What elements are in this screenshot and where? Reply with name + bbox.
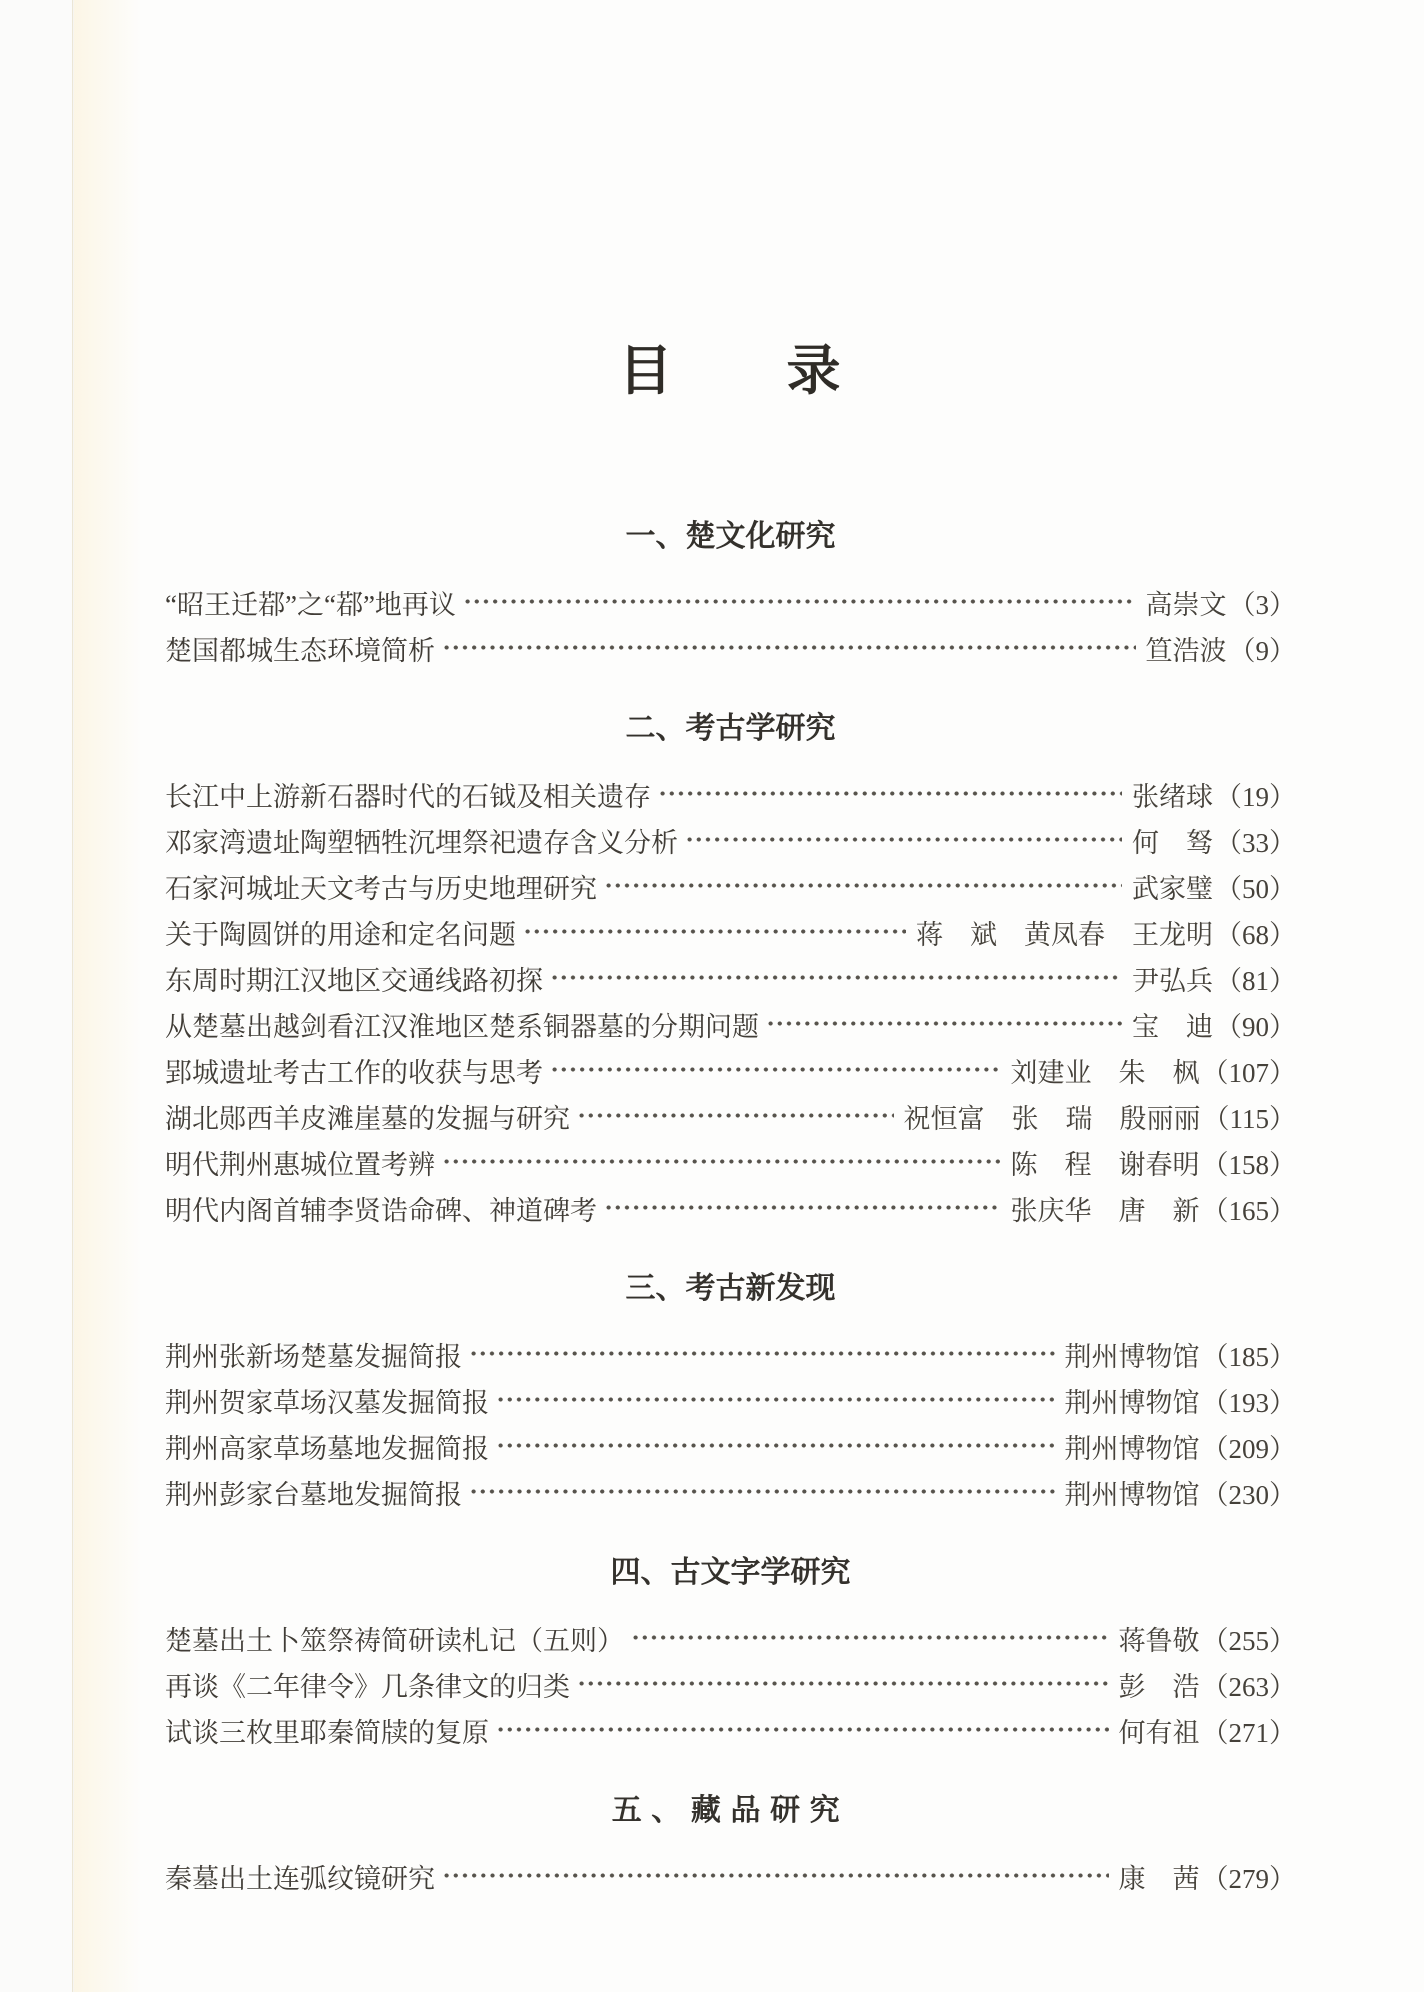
- toc-entry: [165, 1377, 1296, 1423]
- entry-title: 湖北郧西羊皮滩崖墓的发掘与研究: [165, 1103, 570, 1134]
- dot-leader: [766, 1001, 1122, 1047]
- toc-entry: [165, 863, 1296, 909]
- section-4-entries: [165, 1615, 1296, 1753]
- entry-page-number: （271）: [1201, 1717, 1296, 1748]
- toc-entry: [165, 1423, 1296, 1469]
- entry-authors: 荆州博物馆: [1064, 1387, 1200, 1418]
- entry-authors: 尹弘兵: [1132, 965, 1213, 996]
- toc-entry: [165, 1853, 1296, 1899]
- entry-title: 石家河城址天文考古与历史地理研究: [165, 873, 597, 904]
- entry-page-number: （9）: [1228, 635, 1296, 666]
- entry-authors: 彭 浩: [1118, 1671, 1200, 1702]
- dot-leader: [442, 625, 1136, 671]
- entry-authors: 蒋鲁敬: [1118, 1625, 1200, 1656]
- entry-page-number: （209）: [1201, 1433, 1296, 1464]
- entry-authors: 张绪球: [1132, 781, 1213, 812]
- entry-title: 荆州贺家草场汉墓发掘简报: [165, 1387, 489, 1418]
- toc-entry: [165, 1331, 1296, 1377]
- dot-leader: [658, 771, 1122, 817]
- dot-leader: [550, 955, 1122, 1001]
- entry-title: 秦墓出土连弧纹镜研究: [165, 1863, 435, 1894]
- entry-title: 邓家湾遗址陶塑牺牲沉埋祭祀遗存含义分析: [165, 827, 678, 858]
- section-2-entries: [165, 771, 1296, 1231]
- scanner-margin: [0, 0, 72, 1992]
- entry-page-number: （90）: [1215, 1011, 1296, 1042]
- entry-page-number: （33）: [1215, 827, 1296, 858]
- entry-page-number: （81）: [1215, 965, 1296, 996]
- entry-page-number: （68）: [1215, 919, 1296, 950]
- entry-page-number: （263）: [1201, 1671, 1296, 1702]
- entry-authors: 荆州博物馆: [1064, 1433, 1200, 1464]
- entry-authors: 蒋 斌 黄凤春 王龙明: [916, 919, 1213, 950]
- toc-entry: [165, 1047, 1296, 1093]
- dot-leader: [523, 909, 906, 955]
- dot-leader: [550, 1047, 1001, 1093]
- entry-title: 东周时期江汉地区交通线路初探: [165, 965, 543, 996]
- entry-authors: 武家璧: [1132, 873, 1213, 904]
- entry-page-number: （185）: [1201, 1341, 1296, 1372]
- toc-entry: [165, 1469, 1296, 1515]
- toc-entry: [165, 771, 1296, 817]
- section-3-heading: 三、考古新发现: [625, 1272, 836, 1305]
- toc-entry: [165, 817, 1296, 863]
- toc-entry: [165, 1001, 1296, 1047]
- dot-leader: [577, 1093, 894, 1139]
- dot-leader: [685, 817, 1122, 863]
- dot-leader: [496, 1707, 1109, 1753]
- entry-authors: 祝恒富 张 瑞 殷丽丽: [903, 1103, 1201, 1134]
- entry-authors: 高崇文: [1145, 589, 1227, 620]
- dot-leader: [496, 1423, 1055, 1469]
- entry-authors: 荆州博物馆: [1064, 1479, 1200, 1510]
- toc-entry: [165, 909, 1296, 955]
- section-2-heading: 二、考古学研究: [625, 712, 836, 745]
- dot-leader: [469, 1331, 1055, 1377]
- toc-content: [165, 0, 1296, 1899]
- entry-page-number: （19）: [1215, 781, 1296, 812]
- entry-page-number: （107）: [1201, 1057, 1296, 1088]
- entry-title: 楚墓出土卜筮祭祷简研读札记（五则）: [165, 1625, 624, 1656]
- entry-title: 明代内阁首辅李贤诰命碑、神道碑考: [165, 1195, 597, 1226]
- toc-entry: [165, 1093, 1296, 1139]
- toc-entry: [165, 625, 1296, 671]
- entry-page-number: （255）: [1201, 1625, 1296, 1656]
- entry-title: 再谈《二年律令》几条律文的归类: [165, 1671, 570, 1702]
- toc-entry: [165, 955, 1296, 1001]
- toc-entry: [165, 1185, 1296, 1231]
- dot-leader: [604, 1185, 1001, 1231]
- entry-page-number: （158）: [1201, 1149, 1296, 1180]
- dot-leader: [442, 1139, 1001, 1185]
- entry-authors: 刘建业 朱 枫: [1010, 1057, 1200, 1088]
- dot-leader: [463, 579, 1136, 625]
- entry-title: 荆州彭家台墓地发掘简报: [165, 1479, 462, 1510]
- entry-title: 长江中上游新石器时代的石钺及相关遗存: [165, 781, 651, 812]
- entry-authors: 张庆华 唐 新: [1010, 1195, 1200, 1226]
- page-edge-shading: [74, 0, 142, 1992]
- toc-entry: [165, 1139, 1296, 1185]
- entry-authors: 何 驽: [1132, 827, 1213, 858]
- page-title: 目 录: [618, 341, 843, 401]
- entry-title: 郢城遗址考古工作的收获与思考: [165, 1057, 543, 1088]
- dot-leader: [469, 1469, 1055, 1515]
- entry-page-number: （165）: [1201, 1195, 1296, 1226]
- entry-title: “昭王迁鄀”之“鄀”地再议: [165, 589, 456, 620]
- dot-leader: [577, 1661, 1109, 1707]
- entry-title: 荆州张新场楚墓发掘简报: [165, 1341, 462, 1372]
- entry-authors: 荆州博物馆: [1064, 1341, 1200, 1372]
- section-3-entries: [165, 1331, 1296, 1515]
- entry-title: 明代荆州惠城位置考辨: [165, 1149, 435, 1180]
- entry-page-number: （279）: [1201, 1863, 1296, 1894]
- entry-page-number: （50）: [1215, 873, 1296, 904]
- toc-entry: [165, 579, 1296, 625]
- section-5-heading: 五、藏品研究: [611, 1794, 850, 1827]
- dot-leader: [442, 1853, 1109, 1899]
- entry-authors: 宝 迪: [1132, 1011, 1213, 1042]
- entry-page-number: （115）: [1202, 1103, 1296, 1134]
- dot-leader: [604, 863, 1122, 909]
- entry-title: 楚国都城生态环境简析: [165, 635, 435, 666]
- entry-authors: 陈 程 谢春明: [1010, 1149, 1200, 1180]
- toc-entry: [165, 1661, 1296, 1707]
- entry-title: 从楚墓出越剑看江汉淮地区楚系铜器墓的分期问题: [165, 1011, 759, 1042]
- entry-page-number: （230）: [1201, 1479, 1296, 1510]
- section-5-entries: [165, 1853, 1296, 1899]
- entry-page-number: （193）: [1201, 1387, 1296, 1418]
- toc-entry: [165, 1707, 1296, 1753]
- section-4-heading: 四、古文字学研究: [610, 1556, 851, 1589]
- dot-leader: [631, 1615, 1109, 1661]
- section-1-entries: [165, 579, 1296, 671]
- section-1-heading: 一、楚文化研究: [625, 520, 836, 553]
- entry-title: 关于陶圆饼的用途和定名问题: [165, 919, 516, 950]
- entry-authors: 何有祖: [1118, 1717, 1200, 1748]
- entry-title: 荆州高家草场墓地发掘简报: [165, 1433, 489, 1464]
- entry-authors: 笪浩波: [1145, 635, 1227, 666]
- dot-leader: [496, 1377, 1055, 1423]
- entry-authors: 康 茜: [1118, 1863, 1200, 1894]
- entry-page-number: （3）: [1228, 589, 1296, 620]
- toc-entry: [165, 1615, 1296, 1661]
- entry-title: 试谈三枚里耶秦简牍的复原: [165, 1717, 489, 1748]
